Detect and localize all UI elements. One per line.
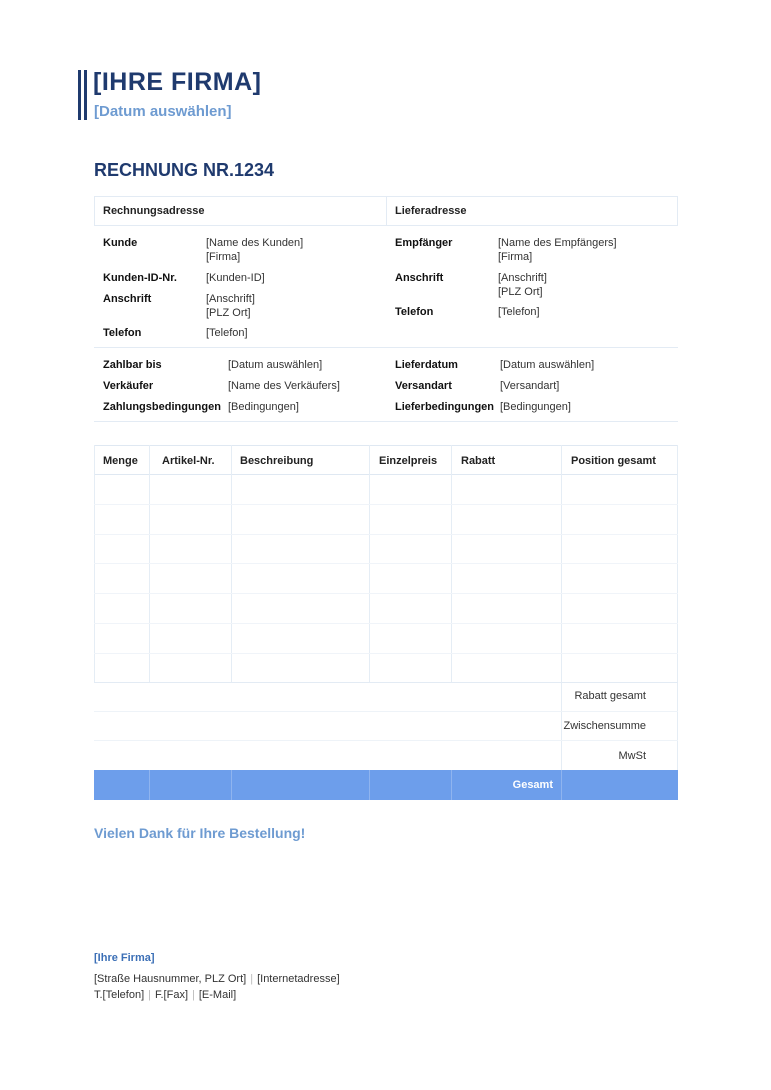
delivery-phone-label: Telefon	[395, 306, 434, 318]
accent-bar	[84, 70, 87, 120]
accent-bar	[78, 70, 81, 120]
divider	[94, 740, 678, 741]
divider	[677, 196, 678, 226]
customer-label: Kunde	[103, 237, 138, 249]
delivery-city-field[interactable]: [PLZ Ort]	[498, 286, 543, 298]
discount-total-label: Rabatt gesamt	[574, 690, 646, 702]
row-divider	[94, 682, 678, 683]
customer-id-label: Kunden-ID-Nr.	[103, 272, 177, 284]
delivery-terms-field[interactable]: [Bedingungen]	[500, 401, 571, 413]
billing-phone-label: Telefon	[103, 327, 142, 339]
delivery-terms-label: Lieferbedingungen	[395, 401, 494, 413]
grand-total-row	[94, 770, 678, 800]
column-divider	[149, 770, 150, 800]
column-divider	[451, 770, 452, 800]
divider	[386, 196, 387, 226]
column-divider	[94, 445, 95, 683]
footer-phone-field[interactable]: T.[Telefon]	[94, 989, 145, 1001]
delivery-phone-field[interactable]: [Telefon]	[498, 306, 540, 318]
divider	[94, 196, 95, 226]
billing-street-field[interactable]: [Anschrift]	[206, 293, 255, 305]
date-picker-field[interactable]: [Datum auswählen]	[94, 103, 232, 120]
invoice-title: RECHNUNG NR.1234	[94, 160, 275, 180]
customer-company-field[interactable]: [Firma]	[206, 251, 241, 263]
header-accent-bars	[78, 70, 86, 120]
grand-total-label: Gesamt	[512, 779, 553, 791]
shipping-method-label: Versandart	[395, 380, 452, 392]
column-divider	[451, 445, 452, 683]
row-divider	[94, 504, 678, 505]
column-divider	[561, 770, 562, 800]
footer-fax-field[interactable]: F.[Fax]	[155, 989, 189, 1001]
subtotal-label: Zwischensumme	[563, 720, 646, 732]
due-date-label: Zahlbar bis	[103, 359, 162, 371]
column-header-discount: Rabatt	[461, 455, 496, 467]
salesperson-field[interactable]: [Name des Verkäufers]	[228, 380, 340, 392]
column-divider	[149, 445, 150, 683]
recipient-company-field[interactable]: [Firma]	[498, 251, 533, 263]
thank-you-message: Vielen Dank für Ihre Bestellung!	[94, 825, 306, 841]
customer-id-field[interactable]: [Kunden-ID]	[206, 272, 265, 284]
delivery-address-heading: Lieferadresse	[395, 205, 467, 217]
column-divider	[561, 445, 562, 770]
recipient-name-field[interactable]: [Name des Empfängers]	[498, 237, 617, 249]
column-divider	[231, 770, 232, 800]
column-divider	[369, 445, 370, 683]
footer-email-field[interactable]: [E-Mail]	[198, 989, 237, 1001]
footer-address-field[interactable]: [Straße Hausnummer, PLZ Ort]	[94, 973, 247, 985]
delivery-date-label: Lieferdatum	[395, 359, 458, 371]
payment-terms-label: Zahlungsbedingungen	[103, 401, 221, 413]
billing-address-label: Anschrift	[103, 293, 152, 305]
column-header-unit-price: Einzelpreis	[379, 455, 438, 467]
column-header-description: Beschreibung	[240, 455, 314, 467]
row-divider	[94, 593, 678, 594]
divider	[94, 421, 678, 422]
address-section	[94, 196, 678, 422]
delivery-address-label: Anschrift	[395, 272, 444, 284]
footer-contact-line	[94, 989, 236, 1001]
footer-separator: |	[148, 989, 151, 1001]
row-divider	[94, 563, 678, 564]
payment-terms-field[interactable]: [Bedingungen]	[228, 401, 299, 413]
footer-separator: |	[192, 989, 195, 1001]
column-header-line-total: Position gesamt	[571, 455, 656, 467]
customer-name-field[interactable]: [Name des Kunden]	[206, 237, 304, 249]
column-divider	[677, 445, 678, 770]
due-date-field[interactable]: [Datum auswählen]	[228, 359, 323, 371]
column-header-quantity: Menge	[103, 455, 138, 467]
column-divider	[231, 445, 232, 683]
row-divider	[94, 623, 678, 624]
footer-company-name[interactable]: [Ihre Firma]	[94, 952, 155, 964]
delivery-street-field[interactable]: [Anschrift]	[498, 272, 547, 284]
salesperson-label: Verkäufer	[103, 380, 154, 392]
column-divider	[369, 770, 370, 800]
footer-address-line	[94, 973, 340, 985]
footer-separator: |	[250, 973, 254, 985]
shipping-method-field[interactable]: [Versandart]	[500, 380, 560, 392]
billing-address-heading: Rechnungsadresse	[103, 205, 205, 217]
row-divider	[94, 534, 678, 535]
company-name[interactable]: [IHRE FIRMA]	[93, 68, 262, 96]
column-header-article-number: Artikel-Nr.	[162, 455, 215, 467]
tax-label: MwSt	[618, 750, 646, 762]
footer-website-field[interactable]: [Internetadresse]	[257, 973, 340, 985]
divider	[94, 711, 678, 712]
billing-phone-field[interactable]: [Telefon]	[206, 327, 248, 339]
divider	[94, 347, 678, 348]
delivery-date-field[interactable]: [Datum auswählen]	[500, 359, 595, 371]
billing-city-field[interactable]: [PLZ Ort]	[206, 307, 251, 319]
row-divider	[94, 653, 678, 654]
recipient-label: Empfänger	[395, 237, 453, 249]
table-header	[94, 445, 678, 475]
